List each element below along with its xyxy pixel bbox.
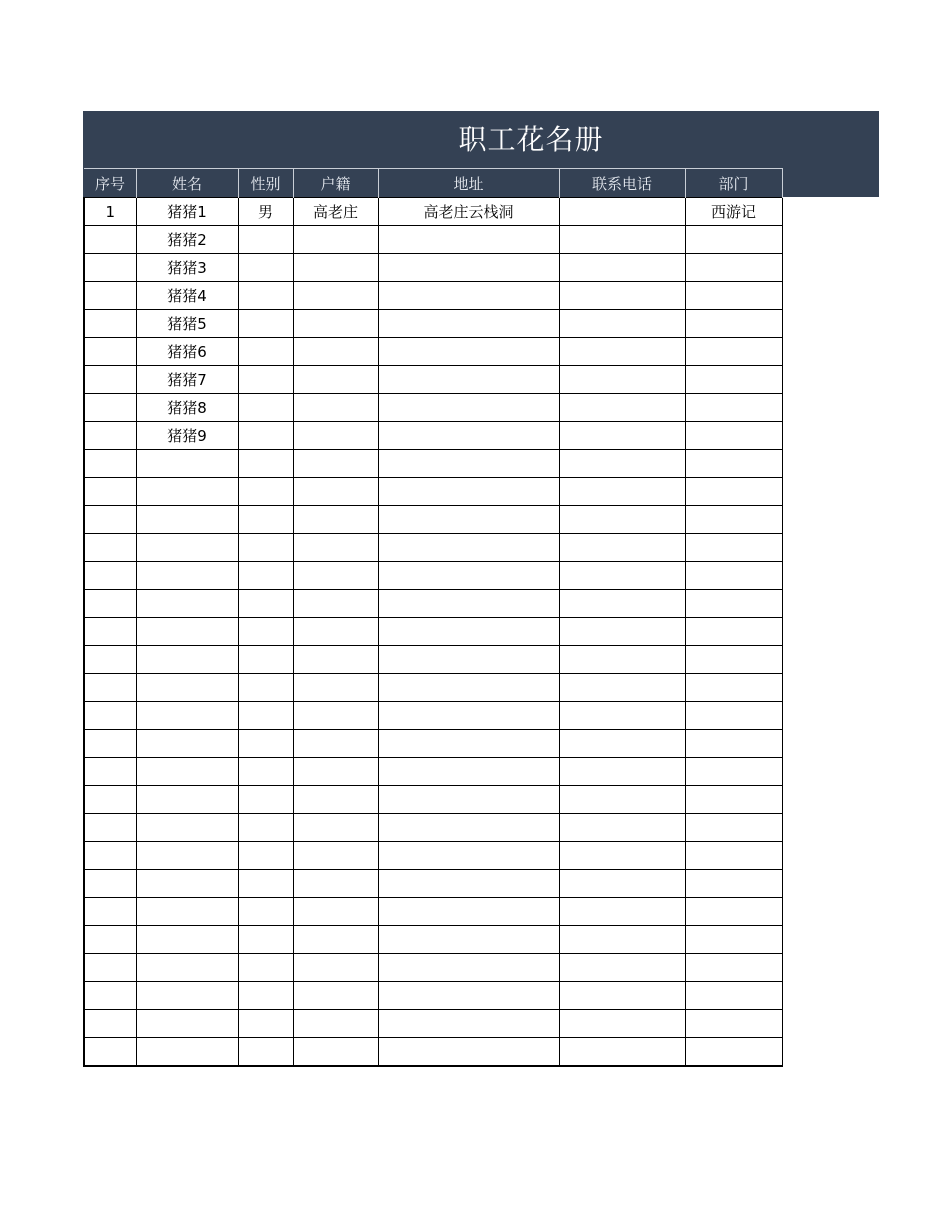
cell-gender[interactable] xyxy=(238,758,293,786)
cell-phone[interactable] xyxy=(559,254,685,282)
cell-hometown[interactable] xyxy=(293,338,378,366)
cell-department[interactable] xyxy=(685,478,782,506)
table-row xyxy=(84,898,782,926)
cell-hometown[interactable] xyxy=(293,982,378,1010)
cell-department[interactable] xyxy=(685,338,782,366)
cell-gender[interactable] xyxy=(238,842,293,870)
cell-name[interactable] xyxy=(136,1038,238,1067)
cell-gender[interactable] xyxy=(238,730,293,758)
cell-phone[interactable] xyxy=(559,646,685,674)
cell-name[interactable] xyxy=(136,478,238,506)
cell-index[interactable] xyxy=(84,898,136,926)
table-row xyxy=(84,758,782,786)
table-row xyxy=(84,702,782,730)
cell-name[interactable] xyxy=(136,1010,238,1038)
cell-index[interactable] xyxy=(84,394,136,422)
cell-address[interactable] xyxy=(378,898,559,926)
cell-name[interactable]: 猪猪2 xyxy=(136,226,238,254)
cell-index[interactable] xyxy=(84,366,136,394)
cell-name[interactable] xyxy=(136,842,238,870)
cell-name[interactable] xyxy=(136,870,238,898)
cell-gender[interactable] xyxy=(238,338,293,366)
cell-department[interactable]: 西游记 xyxy=(685,198,782,226)
cell-gender[interactable] xyxy=(238,926,293,954)
cell-name[interactable] xyxy=(136,982,238,1010)
cell-gender[interactable] xyxy=(238,674,293,702)
cell-hometown[interactable] xyxy=(293,506,378,534)
cell-address[interactable] xyxy=(378,254,559,282)
cell-hometown[interactable] xyxy=(293,814,378,842)
cell-department[interactable] xyxy=(685,898,782,926)
cell-address[interactable] xyxy=(378,590,559,618)
cell-gender[interactable] xyxy=(238,422,293,450)
table-row xyxy=(84,814,782,842)
cell-name[interactable]: 猪猪9 xyxy=(136,422,238,450)
cell-index[interactable] xyxy=(84,338,136,366)
column-header-address[interactable]: 地址 xyxy=(378,169,559,198)
cell-gender[interactable] xyxy=(238,450,293,478)
column-header-name[interactable]: 姓名 xyxy=(136,169,238,198)
cell-gender[interactable] xyxy=(238,394,293,422)
cell-index[interactable] xyxy=(84,870,136,898)
cell-hometown[interactable] xyxy=(293,898,378,926)
cell-gender[interactable] xyxy=(238,898,293,926)
cell-hometown[interactable] xyxy=(293,1038,378,1067)
cell-index[interactable] xyxy=(84,478,136,506)
cell-name[interactable] xyxy=(136,954,238,982)
cell-department[interactable] xyxy=(685,366,782,394)
cell-index[interactable] xyxy=(84,814,136,842)
table-row xyxy=(84,394,782,422)
table-row xyxy=(84,926,782,954)
table-row xyxy=(84,562,782,590)
cell-address[interactable] xyxy=(378,730,559,758)
cell-department[interactable] xyxy=(685,226,782,254)
cell-index[interactable] xyxy=(84,646,136,674)
cell-hometown[interactable] xyxy=(293,646,378,674)
cell-gender[interactable]: 男 xyxy=(238,198,293,226)
cell-hometown[interactable] xyxy=(293,618,378,646)
cell-department[interactable] xyxy=(685,618,782,646)
cell-department[interactable] xyxy=(685,814,782,842)
cell-hometown[interactable] xyxy=(293,842,378,870)
cell-name[interactable] xyxy=(136,534,238,562)
cell-phone[interactable] xyxy=(559,618,685,646)
cell-gender[interactable] xyxy=(238,506,293,534)
cell-gender[interactable] xyxy=(238,618,293,646)
cell-name[interactable] xyxy=(136,506,238,534)
table-row xyxy=(84,674,782,702)
cell-gender[interactable] xyxy=(238,814,293,842)
cell-gender[interactable] xyxy=(238,1038,293,1067)
cell-department[interactable] xyxy=(685,254,782,282)
cell-department[interactable] xyxy=(685,674,782,702)
cell-index[interactable] xyxy=(84,422,136,450)
cell-address[interactable] xyxy=(378,422,559,450)
cell-index[interactable] xyxy=(84,730,136,758)
cell-name[interactable]: 猪猪3 xyxy=(136,254,238,282)
cell-hometown[interactable] xyxy=(293,758,378,786)
cell-phone[interactable] xyxy=(559,450,685,478)
table-row xyxy=(84,254,782,282)
cell-department[interactable] xyxy=(685,926,782,954)
cell-address[interactable] xyxy=(378,534,559,562)
table-row xyxy=(84,730,782,758)
cell-phone[interactable] xyxy=(559,982,685,1010)
cell-index[interactable] xyxy=(84,618,136,646)
table-row xyxy=(84,310,782,338)
cell-name[interactable]: 猪猪8 xyxy=(136,394,238,422)
cell-phone[interactable] xyxy=(559,282,685,310)
column-header-gender[interactable]: 性别 xyxy=(238,169,293,198)
cell-hometown[interactable] xyxy=(293,366,378,394)
cell-index[interactable] xyxy=(84,226,136,254)
cell-address[interactable] xyxy=(378,646,559,674)
cell-hometown[interactable] xyxy=(293,926,378,954)
cell-name[interactable]: 猪猪5 xyxy=(136,310,238,338)
cell-index[interactable] xyxy=(84,254,136,282)
cell-address[interactable]: 高老庄云栈洞 xyxy=(378,198,559,226)
cell-index[interactable] xyxy=(84,1010,136,1038)
table-row xyxy=(84,1010,782,1038)
cell-name[interactable] xyxy=(136,814,238,842)
sheet-title: 职工花名册 xyxy=(458,123,604,156)
cell-name[interactable] xyxy=(136,562,238,590)
cell-address[interactable] xyxy=(378,310,559,338)
cell-gender[interactable] xyxy=(238,870,293,898)
column-header-department[interactable]: 部门 xyxy=(685,169,782,198)
column-header-index[interactable]: 序号 xyxy=(84,169,136,198)
cell-phone[interactable] xyxy=(559,842,685,870)
cell-gender[interactable] xyxy=(238,254,293,282)
cell-hometown[interactable] xyxy=(293,254,378,282)
table-row xyxy=(84,842,782,870)
cell-name[interactable]: 猪猪1 xyxy=(136,198,238,226)
header-row xyxy=(84,169,782,198)
cell-department[interactable] xyxy=(685,562,782,590)
cell-name[interactable]: 猪猪6 xyxy=(136,338,238,366)
cell-department[interactable] xyxy=(685,1038,782,1067)
cell-index[interactable] xyxy=(84,590,136,618)
cell-hometown[interactable] xyxy=(293,590,378,618)
cell-department[interactable] xyxy=(685,310,782,338)
cell-index[interactable] xyxy=(84,702,136,730)
table-row xyxy=(84,954,782,982)
cell-name[interactable] xyxy=(136,758,238,786)
cell-index[interactable] xyxy=(84,674,136,702)
cell-index[interactable] xyxy=(84,1038,136,1067)
cell-hometown[interactable] xyxy=(293,422,378,450)
cell-address[interactable] xyxy=(378,366,559,394)
cell-index[interactable]: 1 xyxy=(84,198,136,226)
table-row xyxy=(84,198,782,226)
cell-hometown[interactable] xyxy=(293,786,378,814)
cell-hometown[interactable] xyxy=(293,674,378,702)
cell-hometown[interactable] xyxy=(293,870,378,898)
cell-address[interactable] xyxy=(378,702,559,730)
cell-hometown[interactable] xyxy=(293,478,378,506)
cell-address[interactable] xyxy=(378,926,559,954)
cell-phone[interactable] xyxy=(559,674,685,702)
cell-gender[interactable] xyxy=(238,478,293,506)
cell-phone[interactable] xyxy=(559,226,685,254)
cell-name[interactable] xyxy=(136,786,238,814)
cell-gender[interactable] xyxy=(238,534,293,562)
cell-hometown[interactable] xyxy=(293,310,378,338)
cell-index[interactable] xyxy=(84,506,136,534)
cell-name[interactable] xyxy=(136,730,238,758)
cell-phone[interactable] xyxy=(559,758,685,786)
cell-hometown[interactable]: 高老庄 xyxy=(293,198,378,226)
table-row xyxy=(84,366,782,394)
cell-gender[interactable] xyxy=(238,366,293,394)
cell-gender[interactable] xyxy=(238,646,293,674)
table-row xyxy=(84,422,782,450)
cell-phone[interactable] xyxy=(559,198,685,226)
cell-gender[interactable] xyxy=(238,702,293,730)
cell-address[interactable] xyxy=(378,450,559,478)
cell-phone[interactable] xyxy=(559,954,685,982)
table-row xyxy=(84,478,782,506)
column-header-phone[interactable]: 联系电话 xyxy=(559,169,685,198)
cell-address[interactable] xyxy=(378,478,559,506)
table-row xyxy=(84,450,782,478)
cell-department[interactable] xyxy=(685,842,782,870)
cell-department[interactable] xyxy=(685,422,782,450)
cell-department[interactable] xyxy=(685,534,782,562)
cell-gender[interactable] xyxy=(238,226,293,254)
cell-index[interactable] xyxy=(84,310,136,338)
cell-address[interactable] xyxy=(378,814,559,842)
table-row xyxy=(84,534,782,562)
cell-department[interactable] xyxy=(685,982,782,1010)
cell-name[interactable] xyxy=(136,702,238,730)
cell-phone[interactable] xyxy=(559,786,685,814)
cell-address[interactable] xyxy=(378,282,559,310)
cell-name[interactable] xyxy=(136,898,238,926)
table-body xyxy=(84,198,782,1067)
cell-phone[interactable] xyxy=(559,590,685,618)
cell-department[interactable] xyxy=(685,702,782,730)
cell-department[interactable] xyxy=(685,1010,782,1038)
cell-address[interactable] xyxy=(378,618,559,646)
cell-index[interactable] xyxy=(84,534,136,562)
cell-index[interactable] xyxy=(84,982,136,1010)
column-header-hometown[interactable]: 户籍 xyxy=(293,169,378,198)
cell-address[interactable] xyxy=(378,982,559,1010)
cell-phone[interactable] xyxy=(559,898,685,926)
cell-name[interactable] xyxy=(136,618,238,646)
cell-name[interactable] xyxy=(136,674,238,702)
cell-index[interactable] xyxy=(84,562,136,590)
cell-department[interactable] xyxy=(685,450,782,478)
cell-hometown[interactable] xyxy=(293,282,378,310)
cell-gender[interactable] xyxy=(238,310,293,338)
cell-department[interactable] xyxy=(685,394,782,422)
cell-hometown[interactable] xyxy=(293,450,378,478)
table-row xyxy=(84,338,782,366)
cell-hometown[interactable] xyxy=(293,562,378,590)
cell-phone[interactable] xyxy=(559,1010,685,1038)
cell-gender[interactable] xyxy=(238,1010,293,1038)
cell-phone[interactable] xyxy=(559,422,685,450)
cell-name[interactable] xyxy=(136,926,238,954)
cell-address[interactable] xyxy=(378,758,559,786)
table-row xyxy=(84,982,782,1010)
table-row xyxy=(84,282,782,310)
cell-gender[interactable] xyxy=(238,982,293,1010)
cell-hometown[interactable] xyxy=(293,730,378,758)
cell-department[interactable] xyxy=(685,954,782,982)
cell-name[interactable] xyxy=(136,450,238,478)
cell-name[interactable]: 猪猪4 xyxy=(136,282,238,310)
cell-name[interactable] xyxy=(136,646,238,674)
cell-address[interactable] xyxy=(378,842,559,870)
cell-phone[interactable] xyxy=(559,702,685,730)
cell-department[interactable] xyxy=(685,870,782,898)
cell-address[interactable] xyxy=(378,674,559,702)
cell-gender[interactable] xyxy=(238,590,293,618)
cell-hometown[interactable] xyxy=(293,226,378,254)
cell-address[interactable] xyxy=(378,954,559,982)
cell-department[interactable] xyxy=(685,646,782,674)
cell-address[interactable] xyxy=(378,1038,559,1067)
cell-address[interactable] xyxy=(378,226,559,254)
cell-gender[interactable] xyxy=(238,562,293,590)
cell-hometown[interactable] xyxy=(293,702,378,730)
table-row xyxy=(84,506,782,534)
employee-roster-table xyxy=(83,168,783,1067)
cell-phone[interactable] xyxy=(559,814,685,842)
cell-address[interactable] xyxy=(378,506,559,534)
cell-gender[interactable] xyxy=(238,954,293,982)
table-row xyxy=(84,870,782,898)
cell-gender[interactable] xyxy=(238,786,293,814)
table-row xyxy=(84,590,782,618)
cell-phone[interactable] xyxy=(559,338,685,366)
cell-address[interactable] xyxy=(378,786,559,814)
cell-name[interactable]: 猪猪7 xyxy=(136,366,238,394)
cell-phone[interactable] xyxy=(559,730,685,758)
cell-hometown[interactable] xyxy=(293,1010,378,1038)
cell-department[interactable] xyxy=(685,786,782,814)
cell-phone[interactable] xyxy=(559,478,685,506)
cell-department[interactable] xyxy=(685,758,782,786)
cell-department[interactable] xyxy=(685,506,782,534)
cell-address[interactable] xyxy=(378,562,559,590)
cell-phone[interactable] xyxy=(559,366,685,394)
cell-hometown[interactable] xyxy=(293,394,378,422)
cell-phone[interactable] xyxy=(559,562,685,590)
table-row xyxy=(84,1038,782,1067)
table-row xyxy=(84,646,782,674)
cell-address[interactable] xyxy=(378,394,559,422)
cell-hometown[interactable] xyxy=(293,534,378,562)
cell-department[interactable] xyxy=(685,590,782,618)
cell-index[interactable] xyxy=(84,954,136,982)
cell-address[interactable] xyxy=(378,870,559,898)
cell-index[interactable] xyxy=(84,842,136,870)
cell-phone[interactable] xyxy=(559,1038,685,1067)
cell-index[interactable] xyxy=(84,786,136,814)
cell-phone[interactable] xyxy=(559,506,685,534)
cell-index[interactable] xyxy=(84,282,136,310)
cell-index[interactable] xyxy=(84,926,136,954)
cell-index[interactable] xyxy=(84,758,136,786)
cell-department[interactable] xyxy=(685,282,782,310)
cell-phone[interactable] xyxy=(559,870,685,898)
cell-phone[interactable] xyxy=(559,310,685,338)
cell-hometown[interactable] xyxy=(293,954,378,982)
cell-phone[interactable] xyxy=(559,394,685,422)
cell-address[interactable] xyxy=(378,1010,559,1038)
cell-gender[interactable] xyxy=(238,282,293,310)
cell-phone[interactable] xyxy=(559,926,685,954)
cell-index[interactable] xyxy=(84,450,136,478)
cell-address[interactable] xyxy=(378,338,559,366)
cell-name[interactable] xyxy=(136,590,238,618)
table-row xyxy=(84,618,782,646)
table-row xyxy=(84,786,782,814)
table-row xyxy=(84,226,782,254)
cell-phone[interactable] xyxy=(559,534,685,562)
cell-department[interactable] xyxy=(685,730,782,758)
